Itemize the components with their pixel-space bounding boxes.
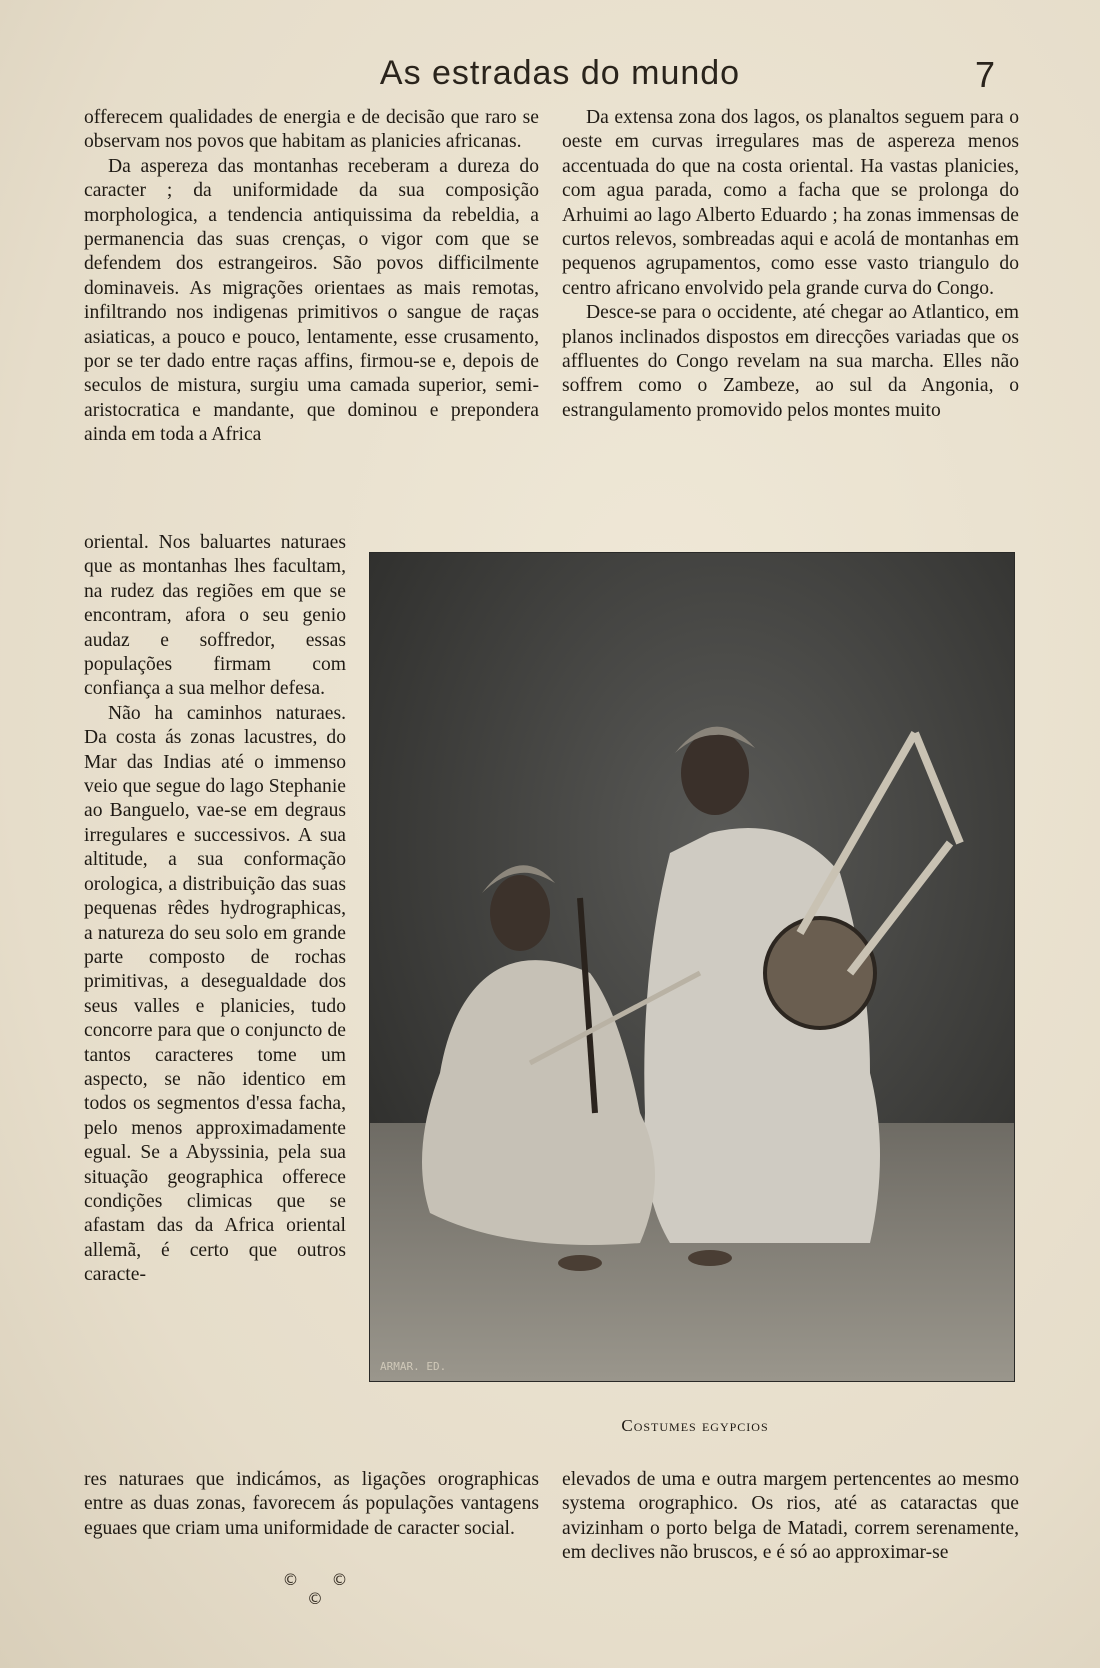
left-column-wrap — [84, 531, 346, 1288]
section-end-ornaments: © © © — [282, 1570, 362, 1608]
page-header — [0, 54, 1100, 94]
foot — [688, 1250, 732, 1266]
paragraph: Desce-se para o occidente, até chegar ao Atlantico, em planos inclinados dispostos em direcções variadas que os affluentes do Congo revelam na sua marcha. Elles não soffrem como o Zambeze, ao sul da Angonia, o estrangulamento promovido pelos montes muito — [562, 302, 1019, 421]
running-title: As estradas do mundo — [379, 54, 741, 92]
photo-illustration — [370, 553, 1014, 1381]
seated-man-head — [490, 875, 550, 951]
paragraph: offerecem qualidades de energia e de decisão que raro se observam nos povos que habitam as planicies africanas. — [84, 107, 539, 153]
standing-man-head — [681, 731, 749, 815]
lyre-body — [765, 918, 875, 1028]
left-column-bottom: res naturaes que indicámos, as ligações orographicas entre as duas zonas, favorecem ás populações vantagens eguaes que criam uma uniformidade de caracter social. — [84, 1469, 539, 1539]
paragraph: Da aspereza das montanhas receberam a dureza do caracter ; da uniformidade da sua composição morphologica, a tendencia antiquissima da rebeldia, a permanencia das suas crenças, o vigor com que se defendem dos estrangeiros. São povos difficilmente dominaveis. As migrações orientaes as mais remotas, infiltrando nos indigenas primitivos o sangue de raças asiaticas, a pouco e pouco, lentamente, esse crusamento, por se ter dado entre raças affins, firmou-se e, depois de seculos de mistura, surgiu uma camada superior, semi-aristocratica e mandante, que dominou e prepondera ainda em toda a Africa — [84, 155, 539, 446]
photographer-mark: ARMAR. ED. — [380, 1360, 447, 1373]
right-column-top — [562, 106, 1019, 423]
photograph-egyptian-musicians — [370, 553, 1014, 1381]
paragraph: oriental. Nos baluartes naturaes que as montanhas lhes facultam, na rudez das regiões em que se encontram, afora o seu genio audaz e soffredor, essas populações firmam com confiança a sua melhor defesa. — [84, 532, 346, 700]
foot — [558, 1255, 602, 1271]
left-column-top — [84, 106, 539, 448]
standing-man-robe — [644, 828, 880, 1243]
right-column-bottom: elevados de uma e outra margem pertencentes ao mesmo systema orographico. Os rios, até as cataractas que avizinham o porto belga de Matadi, correm serenamente, em declives não bruscos, e é só ao approximar-se — [562, 1469, 1019, 1564]
paragraph: Não ha caminhos naturaes. Da costa ás zonas lacustres, do Mar das Indias até o immenso veio que segue do lago Stephanie ao Banguelo, vae-se em degraus irregulares e successivos. A sua altitude, a sua conformação orologica, a distribuição das suas pequenas rêdes hydrographicas, a natureza do seu solo em grande parte composto de rochas primitivas, a desegualdade dos seus valles e planicies, tudo concorre para que o conjuncto de tantos caracteres tome um aspecto, se não identico em todos os segmentos d'essa facha, pelo menos approximadamente egual. Se a Abyssinia, pela sua situação geographica offerece condições climicas que se afastam das da Africa oriental allemã, é certo que outros caracte- — [84, 702, 346, 1286]
page-number: 7 — [975, 54, 996, 95]
paragraph: Da extensa zona dos lagos, os planaltos seguem para o oeste em curvas irregulares mas de aspereza menos accentuada do que na costa oriental. Ha vastas planicies, com agua parada, como a facha que se prolonga do Arhuimi ao lago Alberto Eduardo ; ha zonas immensas de curtos relevos, sombreadas aqui e acolá de montanhas em pequenos agrupamentos, como esse vasto triangulo do centro africano envolvido pela grande curva do Congo. — [562, 107, 1019, 299]
figure-caption: Costumes egypcios — [621, 1416, 769, 1435]
